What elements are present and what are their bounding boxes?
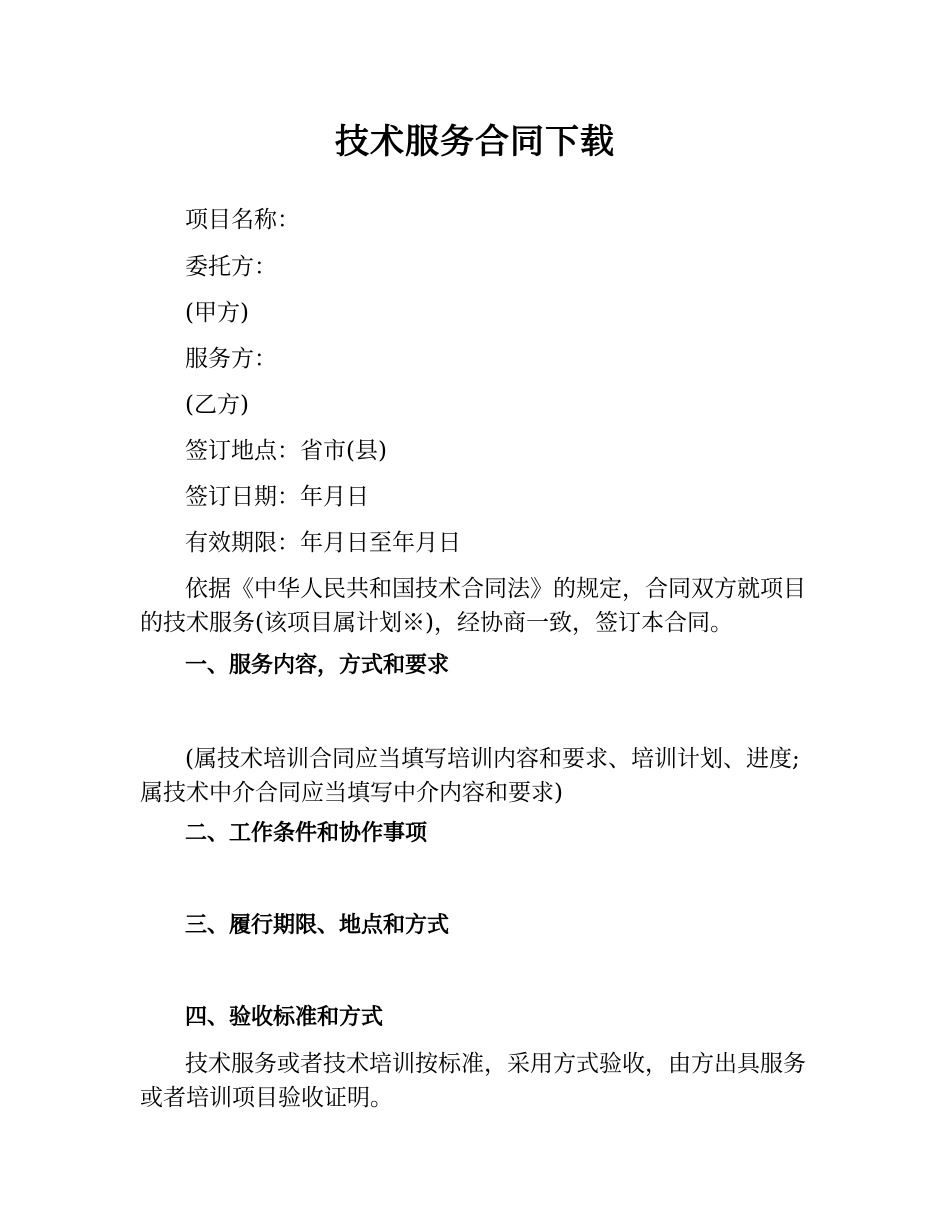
field-project-name: 项目名称：: [185, 207, 300, 233]
section-heading-1: 一、服务内容，方式和要求: [185, 653, 450, 678]
intro-paragraph: 依据《中华人民共和国技术合同法》的规定，合同双方就项目的技术服务(该项目属计划※)，经协商一致，签订本合同。: [140, 576, 806, 636]
section-heading-3: 三、履行期限、地点和方式: [185, 913, 450, 938]
section-heading-4: 四、验收标准和方式: [185, 1005, 384, 1030]
field-client: 委托方：: [185, 254, 277, 280]
section-heading-2: 二、工作条件和协作事项: [185, 821, 428, 846]
field-service-provider: 服务方：: [185, 346, 277, 372]
field-sign-date: 签订日期：年月日: [185, 484, 369, 510]
document-title: 技术服务合同下载: [335, 122, 615, 162]
section-body-4: 技术服务或者技术培训按标准，采用方式验收，由方出具服务或者培训项目验收证明。: [140, 1051, 806, 1111]
field-sign-place: 签订地点：省市(县): [185, 438, 387, 464]
field-party-b: (乙方): [185, 392, 249, 418]
field-party-a: (甲方): [185, 300, 249, 326]
section-body-1: (属技术培训合同应当填写培训内容和要求、培训计划、进度;属技术中介合同应当填写中介内容和要求): [140, 746, 800, 806]
field-validity-period: 有效期限：年月日至年月日: [185, 530, 461, 556]
